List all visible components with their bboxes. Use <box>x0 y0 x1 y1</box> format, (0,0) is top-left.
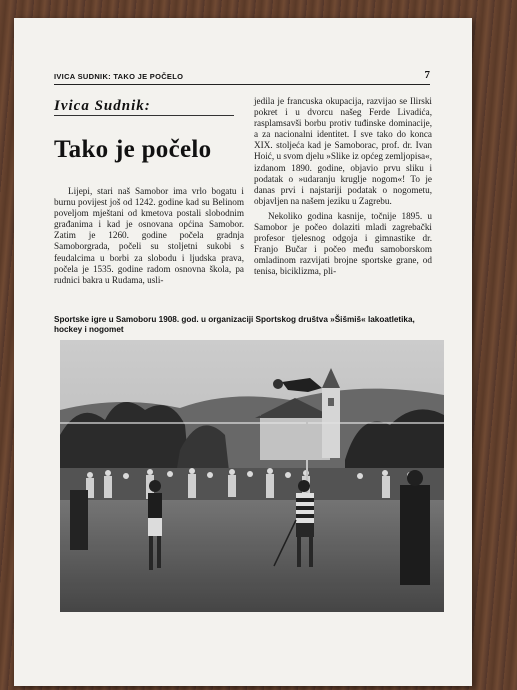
photo-illustration <box>60 340 444 612</box>
paragraph: Nekoliko godina kasnije, točnije 1895. u Samobor je počeo dolaziti mladi zagrebački profesor tjelesnog odgoja i gimnastike dr. Franjo Bučar i počeo među samoborskom omladinom razvijati brojne sportske grane, od tenisa, biciklizma, pli- <box>254 210 432 277</box>
paragraph: Lijepi, stari naš Samobor ima vrlo bogatu i burnu povijest još od 1242. godine kad su Belinom poveljom mještani od kmetova postali slobodnim građanima i kad je osnovana općina Samobor. Zatim je 1260. godine počela gradnja Samoborgrada, počeli su stoljetni sukobi s feudalcima u borbi za slobodu i ljudska prava, počela je 1535. godine radom osnovna škola, pa rudnici bakra u Rudama, usli- <box>54 186 244 285</box>
paragraph: jedila je francuska okupacija, razvijao se Ilirski pokret i u dvorcu našeg Ferde Livadića, rasplamsavši borbu protiv tuđinske dominacije, a za nacionalni identitet. I sve tako do konca XIX. stoljeća kad je Samoborac, prof. dr. Ivan Hoić, u svom djelu »Slike iz općeg zemljopisa«, izdanom 1890. godine, objavio prvu sliku i podatak o »udaranju kruglje nogom«! To je danas prvi i najstariji podatak o nogometu, objavljen na našem jeziku u Zagrebu. <box>254 96 432 206</box>
author-rule <box>54 115 234 116</box>
text-column-left <box>54 186 244 286</box>
running-header <box>54 70 430 85</box>
running-header-title: IVICA SUDNIK: TAKO JE POČELO <box>54 72 184 81</box>
photo-caption: Sportske igre u Samoboru 1908. god. u organizaciji Sportskog društva »Šišmiš« lakoatletika, hockey i nogomet <box>54 315 415 334</box>
article-author: Ivica Sudnik: <box>54 98 151 114</box>
book-page <box>14 18 472 686</box>
page-number: 7 <box>424 69 430 81</box>
historic-photograph <box>60 340 444 612</box>
article-title: Tako je počelo <box>54 136 212 163</box>
text-column-right <box>254 96 432 278</box>
